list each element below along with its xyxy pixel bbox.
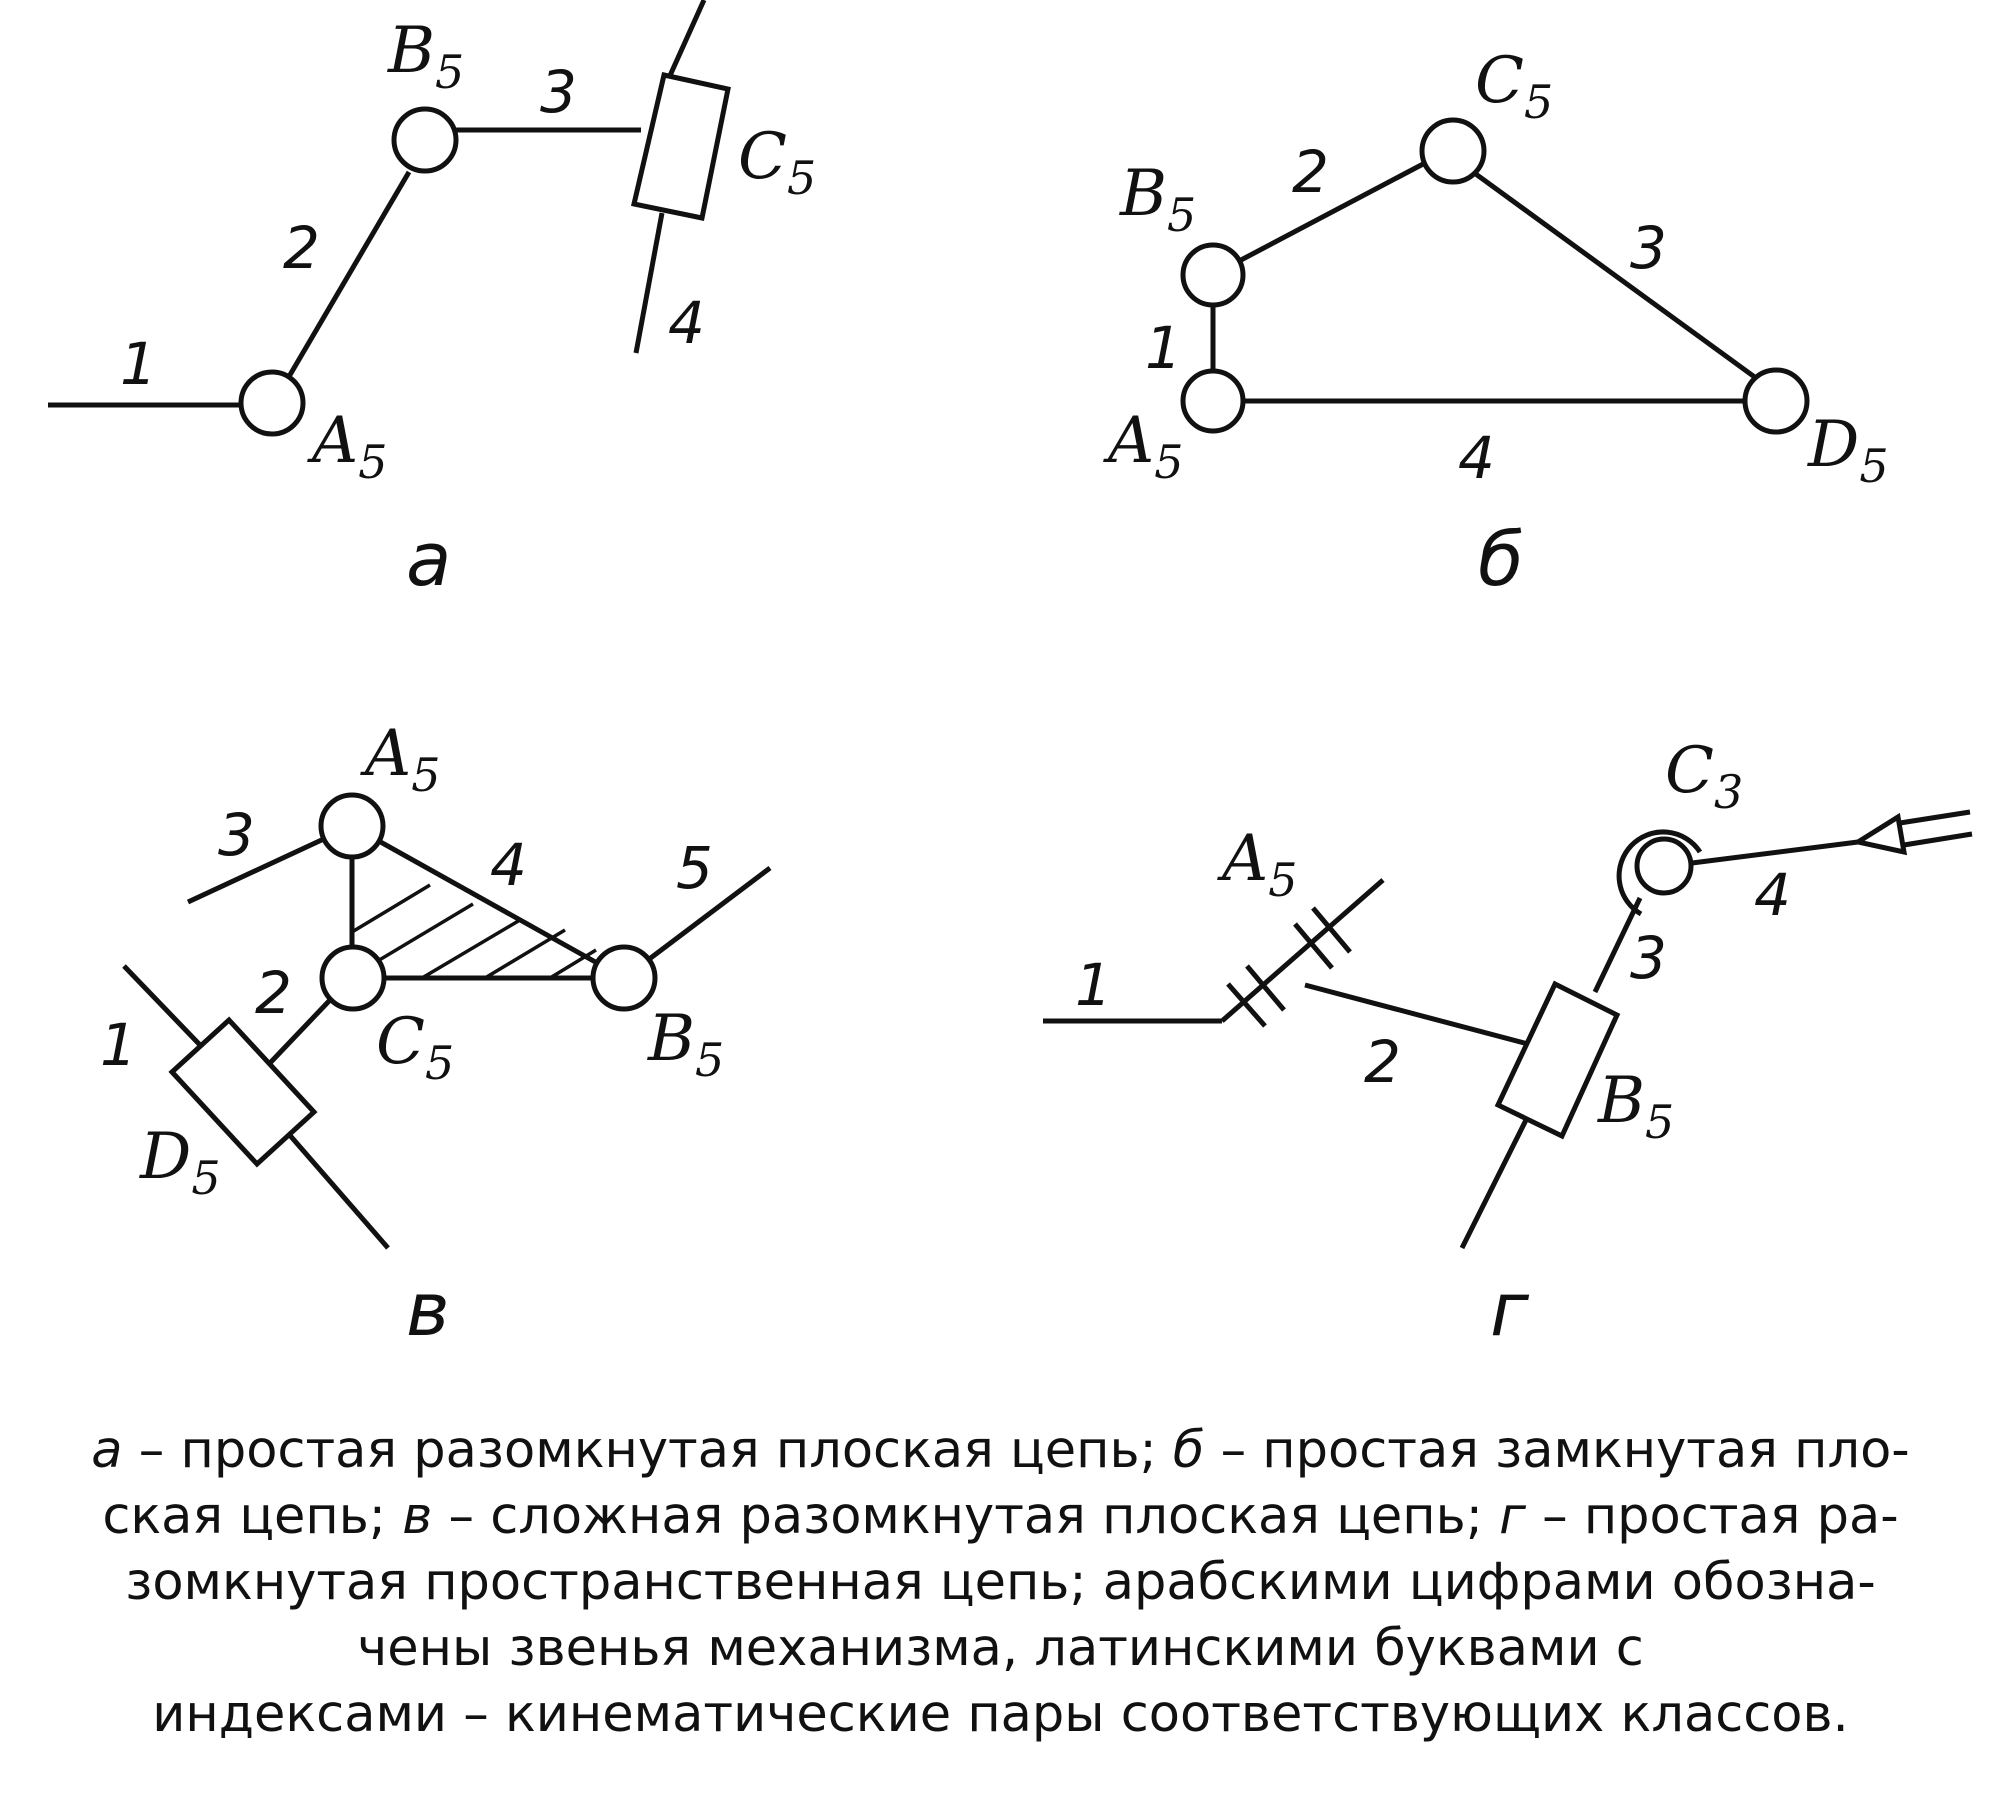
c-joint-B-label: $B_5$ bbox=[648, 1002, 725, 1087]
figure-caption bbox=[10, 1418, 1991, 1748]
a-guide-lower bbox=[636, 213, 662, 353]
d-link-2-number: 2 bbox=[1364, 1028, 1401, 1096]
c-link-4-triangle bbox=[352, 826, 624, 978]
c-joint-D-label: $D_5$ bbox=[140, 1120, 221, 1205]
a-joint-B bbox=[394, 109, 456, 171]
c-link-3-number: 3 bbox=[218, 801, 255, 869]
d-link-1-number: 1 bbox=[1075, 951, 1112, 1019]
d-joint-C-label: $C_3$ bbox=[1665, 734, 1744, 819]
caption-line-1 bbox=[10, 1418, 1991, 1484]
d-link-4-line bbox=[1692, 842, 1858, 863]
b-joint-B bbox=[1183, 245, 1243, 305]
b-link-3-number: 3 bbox=[1630, 214, 1667, 282]
a-panel-label: а bbox=[406, 517, 452, 603]
caption-text: – простая разомкнутая плоская цепь; bbox=[122, 1421, 1173, 1480]
a-joint-A bbox=[241, 372, 303, 434]
d-link-4-number: 4 bbox=[1754, 861, 1791, 929]
c-joint-B bbox=[593, 947, 655, 1009]
b-link-4-number: 4 bbox=[1458, 424, 1495, 492]
c-link-3-line bbox=[188, 837, 328, 902]
a-link-4-number: 4 bbox=[668, 289, 705, 357]
c-link-2-number: 2 bbox=[255, 959, 292, 1027]
b-link-2-number: 2 bbox=[1292, 138, 1329, 206]
panel-a bbox=[48, 0, 816, 603]
b-joint-C-label: $C_5$ bbox=[1475, 44, 1554, 129]
caption-line-2 bbox=[10, 1484, 1991, 1550]
c-joint-A-label: $A_5$ bbox=[365, 717, 441, 802]
d-support-arrow bbox=[1858, 817, 1904, 852]
d-joint-C bbox=[1637, 839, 1691, 893]
caption-text: – простая замкнутая пло- bbox=[1204, 1421, 1910, 1480]
b-joint-A-label: $A_5$ bbox=[1108, 404, 1184, 489]
a-link-1-number: 1 bbox=[120, 330, 157, 398]
d-joint-A-label: $A_5$ bbox=[1222, 822, 1298, 907]
caption-line-4: чены звенья механизма, латинскими буквами с bbox=[357, 1619, 1644, 1678]
panel-d bbox=[1043, 734, 1972, 1353]
panel-c bbox=[100, 717, 770, 1353]
b-joint-C bbox=[1422, 120, 1484, 182]
b-link-2-line bbox=[1241, 163, 1425, 260]
panel-b bbox=[1103, 44, 1889, 603]
b-link-1-number: 1 bbox=[1145, 314, 1182, 382]
a-slider-C bbox=[634, 75, 728, 218]
a-joint-B-label: $B_5$ bbox=[388, 14, 465, 99]
b-joint-B-label: $B_5$ bbox=[1120, 157, 1197, 242]
caption-label-d: г bbox=[1499, 1487, 1526, 1546]
c-link-5-number: 5 bbox=[676, 834, 713, 902]
caption-label-a: а bbox=[91, 1421, 123, 1480]
d-link-2-line bbox=[1305, 985, 1528, 1044]
b-link-3-line bbox=[1473, 172, 1756, 378]
a-joint-A-label: $A_5$ bbox=[312, 404, 388, 489]
c-joint-C-label: $C_5$ bbox=[376, 1005, 455, 1090]
d-panel-label: г bbox=[1490, 1267, 1529, 1353]
c-joint-C bbox=[322, 947, 384, 1009]
d-guide-lower bbox=[1462, 1118, 1527, 1248]
c-link-4-number: 4 bbox=[490, 831, 527, 899]
c-guide-lower bbox=[287, 1132, 388, 1248]
d-support-line bbox=[1900, 812, 1970, 823]
caption-label-c: в bbox=[402, 1487, 433, 1546]
a-link-3-number: 3 bbox=[540, 58, 577, 126]
d-link-3-number: 3 bbox=[1630, 924, 1667, 992]
d-joint-B-label: $B_5$ bbox=[1598, 1064, 1675, 1149]
caption-text: ская цепь; bbox=[102, 1487, 403, 1546]
caption-text: – сложная разомкнутая плоская цепь; bbox=[432, 1487, 1500, 1546]
b-joint-D-label: $D_5$ bbox=[1808, 408, 1889, 493]
b-joint-A bbox=[1183, 371, 1243, 431]
d-support-line bbox=[1904, 834, 1972, 845]
caption-label-b: б bbox=[1172, 1421, 1205, 1480]
b-joint-D bbox=[1745, 370, 1807, 432]
c-joint-A bbox=[321, 795, 383, 857]
b-panel-label: б bbox=[1478, 517, 1524, 603]
caption-line-5: индексами – кинематические пары соответствующих классов. bbox=[152, 1685, 1849, 1744]
a-link-2-number: 2 bbox=[283, 214, 320, 282]
c-panel-label: в bbox=[406, 1267, 450, 1353]
a-guide-upper bbox=[668, 0, 704, 80]
a-joint-C-label: $C_5$ bbox=[738, 120, 817, 205]
caption-text: – простая ра- bbox=[1525, 1487, 1899, 1546]
caption-line-3: зомкнутая пространственная цепь; арабскими цифрами обозна- bbox=[125, 1553, 1876, 1612]
c-link-1-number: 1 bbox=[100, 1011, 137, 1079]
